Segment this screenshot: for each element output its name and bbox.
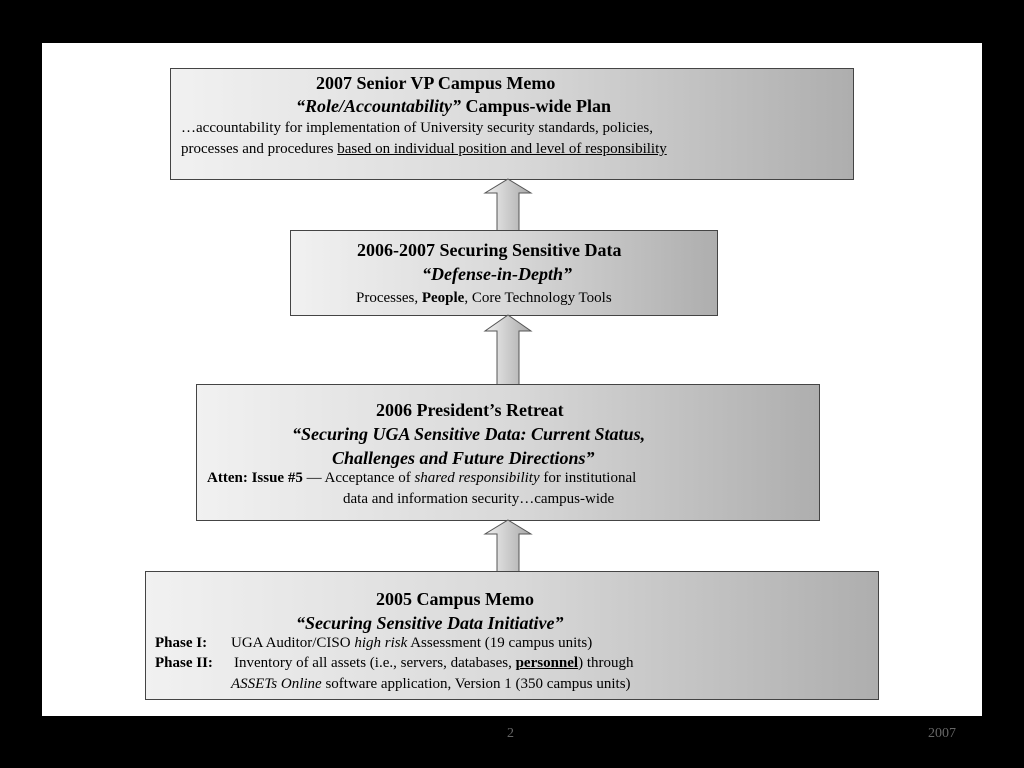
stage-subtitle: “Securing UGA Sensitive Data: Current Status, [292,424,646,444]
stage-title: 2007 Senior VP Campus Memo [316,73,556,93]
stage-text-line: data and information security…campus-wide [343,491,615,507]
stage-text-line: processes and procedures based on individual position and level of responsibility [181,141,667,157]
stage-text-line: Processes, People, Core Technology Tools [356,290,612,306]
stage-subtitle: “Role/Accountability” Campus-wide Plan [296,96,612,116]
stage-title: 2005 Campus Memo [376,589,534,609]
stage-title: 2006-2007 Securing Sensitive Data [357,240,622,260]
stage-subtitle: “Securing Sensitive Data Initiative” [296,613,564,633]
phase-label: Phase I: [155,635,208,651]
stage-text-line: UGA Auditor/CISO high risk Assessment (19 campus units) [231,635,593,651]
stage-text-line: Atten: Issue #5 — Acceptance of shared responsibility for institutional [207,470,637,486]
phase-label: Phase II: [155,655,213,671]
up-arrow-icon [483,178,533,232]
page-number: 2 [507,726,514,741]
up-arrow-icon [483,314,533,386]
stage-text-line: …accountability for implementation of University security standards, policies, [181,120,653,136]
up-arrow-icon [483,519,533,573]
stage-subtitle: “Defense-in-Depth” [422,264,572,284]
stage-subtitle: Challenges and Future Directions” [332,448,595,468]
stage-text-line: Inventory of all assets (i.e., servers, databases, personnel) through [234,655,634,671]
stage-text-line: ASSETs Online software application, Version 1 (350 campus units) [231,676,631,692]
footer-year: 2007 [928,726,956,741]
stage-title: 2006 President’s Retreat [376,400,564,420]
